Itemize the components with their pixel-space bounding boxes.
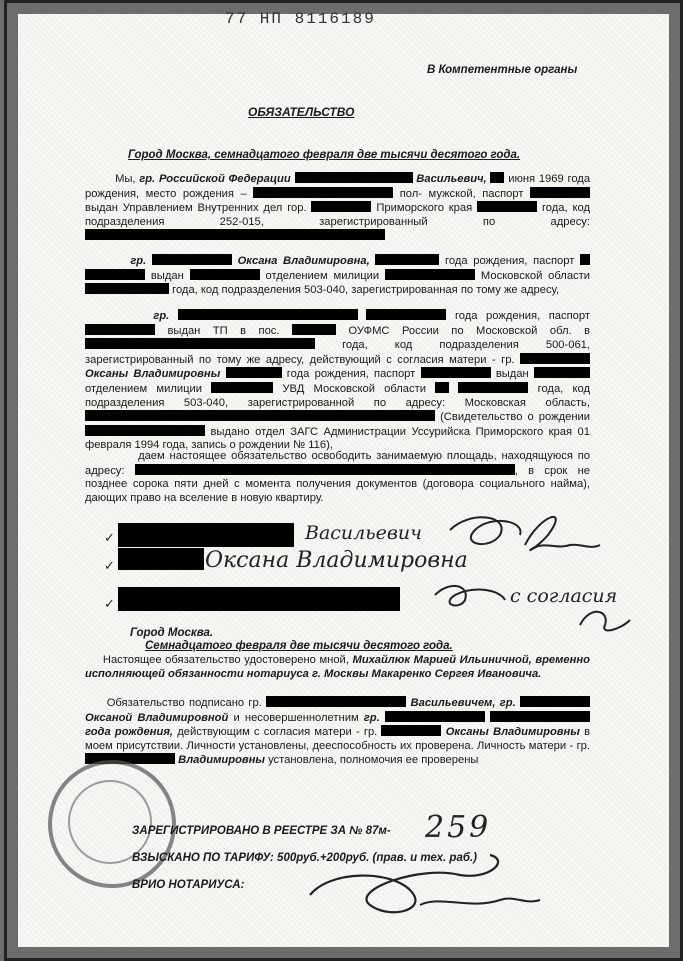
redaction	[85, 324, 155, 335]
redaction	[85, 269, 145, 280]
paragraph-1: Мы, гр. Российской Федерации Васильевич, июня 1969 года рождения, место рождения – пол- мужской, паспорт выдан Управлением Внутренних дел гор. Приморского края года, код подразделения 252-015, зарегистрированный по адресу:	[85, 172, 590, 244]
redaction	[435, 382, 449, 393]
paragraph-3: гр. года рождения, паспорт выдан ТП в пос. ОУФМС России по Московской обл. в года, код подразделения 500-061, зарегистрированный по тому же адресу, действующий с согласия матери - гр. Оксаны Владимировны года рождения, паспорт выдан отделением милиции УВД Московской области года, код подразделения 503-040, зарегистрированной по адресу: Московская область, (Свидетельство о рождении выдано отдел ЗАГС Администрации Уссурийска Приморского края 01 февраля 1994 года, запись о рождении № 116),	[85, 310, 591, 452]
redaction	[490, 711, 590, 722]
cert-date: Семнадцатого февраля две тысячи десятого года.	[145, 640, 453, 652]
redaction	[534, 367, 590, 378]
signature-redaction	[118, 523, 294, 547]
redaction	[226, 367, 282, 378]
signature-redaction	[118, 587, 400, 611]
redaction	[385, 711, 485, 722]
redaction	[253, 187, 393, 198]
redaction	[85, 410, 435, 421]
paragraph-4: даем настоящее обязательство освободить занимаемую площадь, находящуюся по адресу: , в срок не позднее сорока пяти дней с момента получения документов (договора социального найма), дающих право на вселение в новую квартиру.	[85, 450, 590, 504]
redaction	[190, 269, 260, 280]
notary-line: ВРИО НОТАРИУСА:	[132, 879, 245, 891]
registry-number: 259	[425, 810, 492, 845]
addressee: В Компетентные органы	[427, 64, 578, 76]
check-mark-icon: ✓	[104, 596, 115, 611]
certification-text-1: Настоящее обязательство удостоверено мной, Михайлюк Марией Ильиничной, временно исполняющей обязанности нотариуса г. Москвы Макаренко Сергея Ивановича.	[85, 654, 590, 680]
redaction	[421, 367, 491, 378]
redaction	[580, 254, 590, 265]
handwritten-signatures	[430, 505, 650, 640]
redaction	[295, 172, 413, 183]
redaction	[385, 269, 475, 280]
signature-line-3: с согласия	[510, 585, 618, 607]
check-mark-icon: ✓	[104, 530, 115, 545]
signature-redaction	[118, 548, 204, 570]
check-mark-icon: ✓	[104, 558, 115, 573]
tariff-line: ВЗЫСКАНО ПО ТАРИФУ: 500руб.+200руб. (прав. и тех. раб.)	[132, 852, 477, 864]
redaction	[266, 696, 406, 707]
signature-line-1: Васильевич	[305, 522, 422, 544]
signature-line-2: Оксана Владимировна	[205, 548, 468, 573]
city-date-line: Город Москва, семнадцатого февраля две тысячи десятого года.	[128, 149, 521, 161]
notary-signature	[300, 850, 550, 930]
redaction	[520, 353, 590, 364]
redaction	[311, 201, 371, 212]
notary-stamp	[48, 760, 176, 888]
paragraph-2: гр. Оксана Владимировна, года рождения, паспорт выдан отделением милиции Московской области года, код подразделения 503-040, зарегистрированная по тому же адресу,	[85, 254, 590, 298]
redaction	[375, 254, 439, 265]
redaction	[458, 382, 528, 393]
redaction	[85, 283, 169, 294]
redaction	[85, 425, 205, 436]
redaction	[381, 725, 441, 736]
redaction	[152, 254, 232, 265]
cert-city: Город Москва.	[130, 627, 214, 639]
certification-text-2: Обязательство подписано гр. Васильевичем, гр. Оксаной Владимировной и несовершеннолетним гр. года рождения, действующим с согласия матери - гр. Оксаны Владимировны в моем присутствии. Личности установлены, дееспособность их проверена. Личность матери - гр. Владимировны установлена, полномочия ее проверены	[85, 697, 591, 767]
redaction	[366, 309, 446, 320]
redaction	[292, 324, 336, 335]
redaction	[530, 187, 590, 198]
redaction	[85, 338, 315, 349]
redaction	[520, 696, 590, 707]
redaction	[178, 309, 358, 320]
redaction	[490, 172, 504, 183]
redaction	[135, 464, 515, 475]
serial-number: 77 НП 8116189	[225, 10, 376, 28]
redaction	[211, 382, 273, 393]
redaction	[477, 201, 537, 212]
registry-line: ЗАРЕГИСТРИРОВАНО В РЕЕСТРЕ ЗА № 87м-	[132, 825, 391, 837]
document-title: ОБЯЗАТЕЛЬСТВО	[248, 105, 355, 119]
redaction	[85, 229, 385, 240]
